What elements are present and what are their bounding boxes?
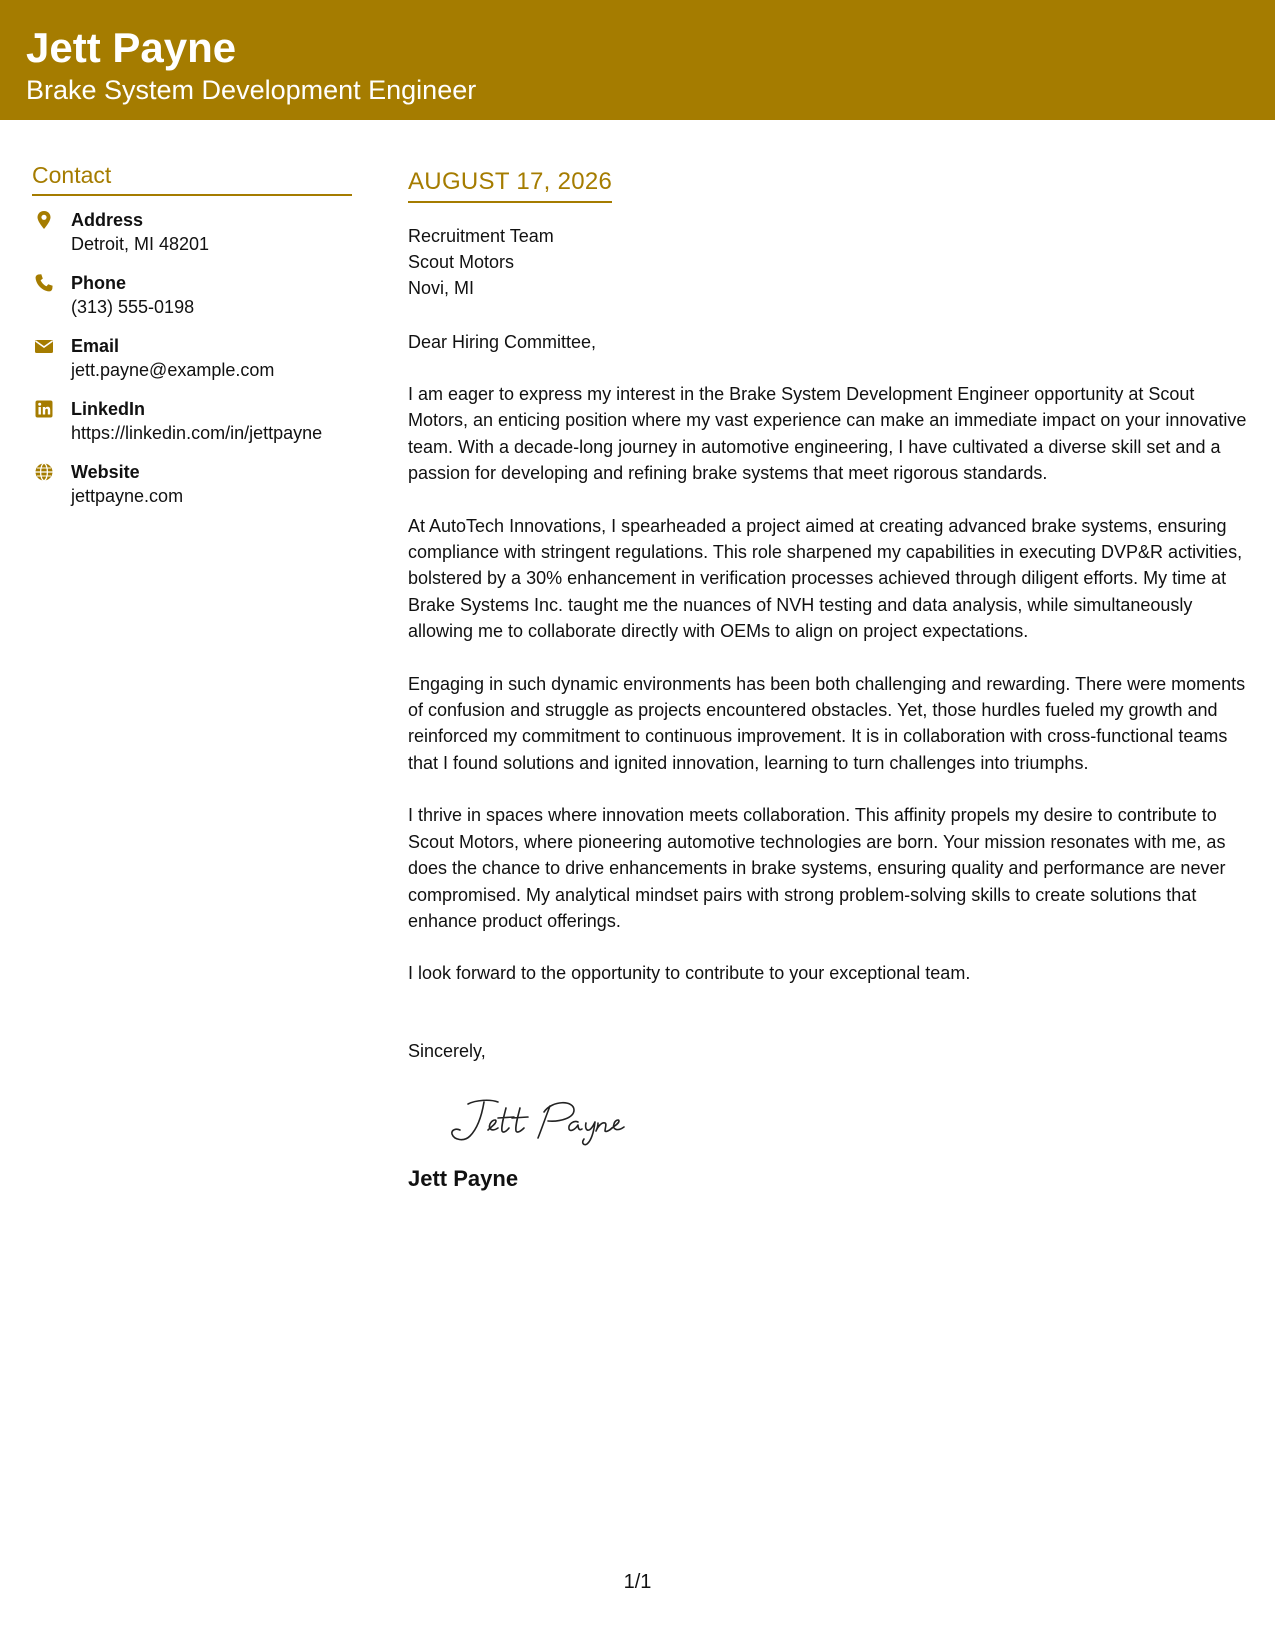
salutation: Dear Hiring Committee,	[408, 332, 597, 352]
recipient-line: Scout Motors	[408, 252, 515, 272]
contact-website	[32, 460, 352, 523]
contact-heading: Contact	[32, 160, 352, 196]
letter-paragraph: I am eager to express my interest in the Brake System Development Engineer opportunity at Scout Motors, an enticing position where my vast experience can make an immediate impact on your innovative team. With a decade-long journey in automotive engineering, I have cultivated a diverse skill set and a passion for developing and refining brake systems that meet rigorous standards.	[408, 384, 1247, 484]
signoff: Sincerely,	[408, 1041, 486, 1062]
contact-value: https://linkedin.com/in/jettpayne	[71, 423, 323, 443]
recipient-block	[408, 223, 1248, 301]
letter-paragraph: At AutoTech Innovations, I spearheaded a project aimed at creating advanced brake systems, ensuring compliance with stringent regulations. This role sharpened my capabilities in executing DVP&R activities, bolstered by a 30% enhancement in verification processes achieved through diligent efforts. My time at Brake Systems Inc. taught me the nuances of NVH testing and data analysis, while simultaneously allowing me to collaborate directly with OEMs to align on project expectations.	[408, 515, 1243, 642]
page-number: 1/1	[623, 1571, 652, 1593]
contact-address	[32, 208, 352, 271]
contact-label: Address	[71, 210, 144, 230]
contact-label: Website	[71, 462, 140, 482]
letter-paragraph: Engaging in such dynamic environments has been both challenging and rewarding. There were moments of confusion and struggle as projects encountered obstacles. Yet, those hurdles fueled my growth and reinforced my commitment to continuous improvement. It is in collaboration with cross-functional teams that I found solutions and ignited innovation, learning to turn challenges into triumphs.	[408, 673, 1246, 773]
contact-label: Phone	[71, 273, 127, 293]
contact-value: (313) 555-0198	[71, 297, 195, 317]
contact-list	[32, 208, 352, 523]
handwritten-signature	[446, 1090, 646, 1150]
contact-email	[32, 334, 352, 397]
contact-linkedin	[32, 397, 352, 460]
applicant-name: Jett Payne	[26, 24, 237, 71]
contact-value: jettpayne.com	[71, 486, 184, 506]
contact-label: Email	[71, 336, 120, 356]
contact-value: Detroit, MI 48201	[71, 234, 210, 254]
recipient-line: Recruitment Team	[408, 226, 554, 246]
contact-sidebar	[32, 160, 352, 523]
applicant-role: Brake System Development Engineer	[26, 75, 477, 105]
map-pin-icon	[34, 210, 54, 230]
contact-value: jett.payne@example.com	[71, 360, 275, 380]
letter-date: AUGUST 17, 2026	[408, 166, 612, 203]
phone-icon	[34, 273, 54, 293]
closing-line: I look forward to the opportunity to contribute to your exceptional team.	[408, 963, 971, 984]
letter-body	[408, 166, 1248, 1194]
linkedin-icon	[34, 399, 54, 419]
recipient-line: Novi, MI	[408, 278, 475, 298]
globe-icon	[34, 462, 54, 482]
page-header	[0, 0, 1275, 120]
letter-paragraph: I thrive in spaces where innovation meets collaboration. This affinity propels my desire to contribute to Scout Motors, where pioneering automotive technologies are born. Your mission resonates with me, as does the chance to drive enhancements in brake systems, ensuring quality and performance are never compromised. My analytical mindset pairs with strong problem-solving skills to create solutions that enhance product offerings.	[408, 805, 1226, 931]
envelope-icon	[34, 336, 54, 356]
contact-phone	[32, 271, 352, 334]
signer-name: Jett Payne	[408, 1166, 519, 1192]
contact-label: LinkedIn	[71, 399, 146, 419]
